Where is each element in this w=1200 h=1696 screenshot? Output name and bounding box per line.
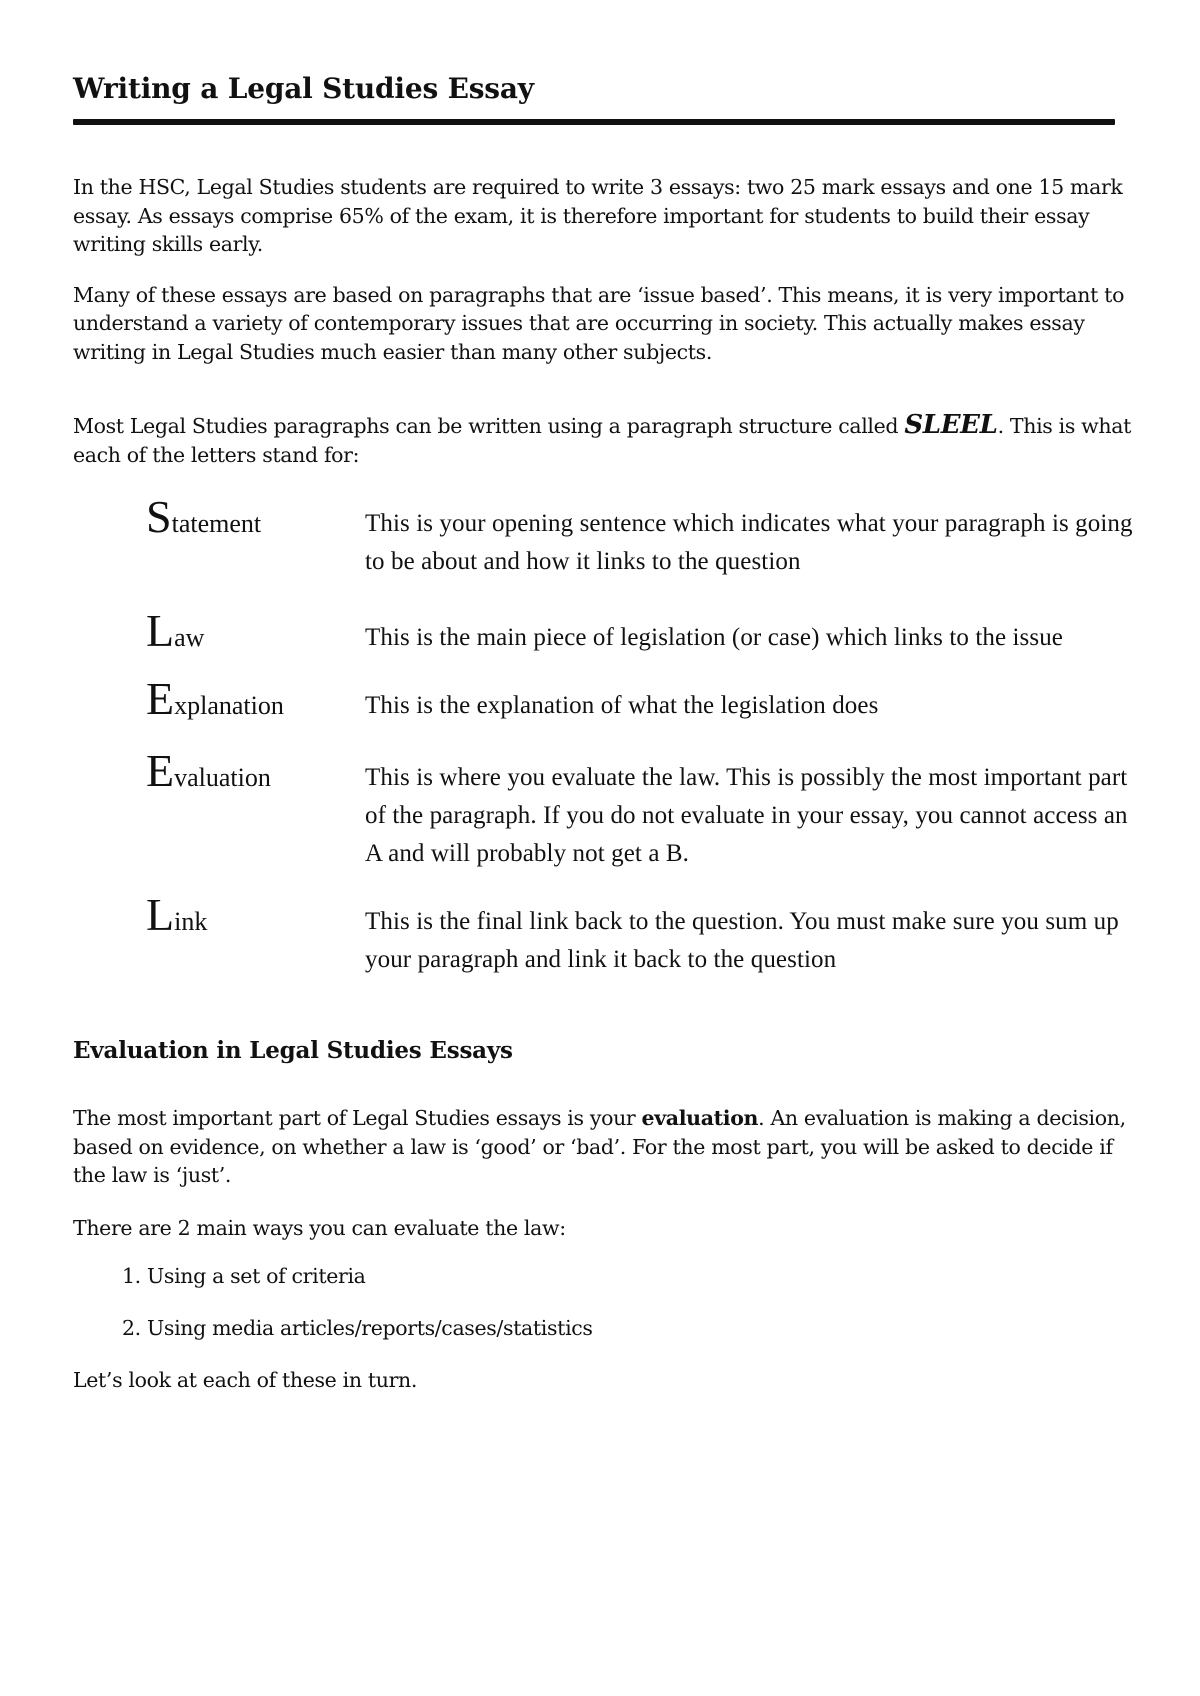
sleel-term [146, 745, 365, 873]
page-title: Writing a Legal Studies Essay [73, 72, 534, 105]
sleel-term-initial: L [146, 889, 175, 940]
sleel-row-statement [146, 491, 1140, 581]
sleel-term-rest: valuation [174, 763, 271, 792]
sleel-acronym: SLEEL [904, 410, 998, 440]
sleel-row-evaluation [146, 745, 1140, 873]
sleel-description: This is where you evaluate the law. This is possibly the most important part of the paragraph. If you do not evaluate in your essay, you cannot access an A and will probably not get a B. [365, 764, 1128, 867]
evaluation-paragraph-before: The most important part of Legal Studies essays is your [73, 1106, 642, 1130]
sleel-term [146, 673, 365, 725]
sleel-term [146, 605, 365, 657]
ways-list [73, 1262, 1140, 1342]
intro-paragraph-3-before: Most Legal Studies paragraphs can be written using a paragraph structure called [73, 414, 905, 438]
sleel-term-rest: aw [174, 623, 205, 652]
intro-paragraph-2: Many of these essays are based on paragraphs that are ‘issue based’. This means, it is very important to understand a variety of contemporary issues that are occurring in society. This actually makes essay writing in Legal Studies much easier than many other subjects. [73, 282, 1125, 364]
intro-paragraph-1: In the HSC, Legal Studies students are required to write 3 essays: two 25 mark essays and one 15 mark essay. As essays comprise 65% of the exam, it is therefore important for students to build their essay writing skills early. [73, 175, 1123, 256]
evaluation-paragraph-after: . An evaluation is making a decision, based on evidence, on whether a law is ‘good’ or ‘bad’. For the most part, you will be asked to decide if the law is ‘just’. [73, 1106, 1126, 1187]
sleel-description: This is your opening sentence which indicates what your paragraph is going to be about and how it links to the question [365, 510, 1133, 575]
sleel-term-rest: ink [174, 907, 208, 936]
evaluation-emphasis: evaluation [641, 1106, 759, 1130]
sleel-term-rest: xplanation [174, 691, 284, 720]
sleel-row-link [146, 889, 1140, 979]
list-item: 1. Using a set of criteria [147, 1262, 1140, 1290]
sleel-row-explanation [146, 673, 1140, 725]
sleel-term [146, 889, 365, 979]
sleel-row-law [146, 605, 1140, 657]
sleel-table [146, 491, 1140, 979]
list-item: 2. Using media articles/reports/cases/statistics [147, 1314, 1140, 1342]
title-underline [73, 119, 1115, 125]
ways-intro: There are 2 main ways you can evaluate the law: [73, 1215, 566, 1240]
sleel-description: This is the explanation of what the legislation does [365, 692, 879, 719]
evaluation-heading: Evaluation in Legal Studies Essays [73, 1037, 513, 1064]
evaluation-paragraph [73, 1104, 1140, 1190]
closing-line: Let’s look at each of these in turn. [73, 1368, 418, 1392]
sleel-term [146, 491, 365, 581]
sleel-term-initial: S [146, 491, 172, 542]
sleel-description: This is the main piece of legislation (or case) which links to the issue [365, 624, 1064, 651]
sleel-term-initial: E [146, 745, 175, 796]
sleel-term-initial: E [146, 673, 175, 724]
intro-paragraph-3-after: . This is what each of the letters stand for: [73, 414, 1131, 467]
sleel-term-initial: L [146, 605, 175, 656]
sleel-term-rest: tatement [171, 509, 262, 538]
sleel-description: This is the final link back to the question. You must make sure you sum up your paragraph and link it back to the question [365, 908, 1119, 973]
intro-paragraph-3 [73, 411, 1140, 469]
